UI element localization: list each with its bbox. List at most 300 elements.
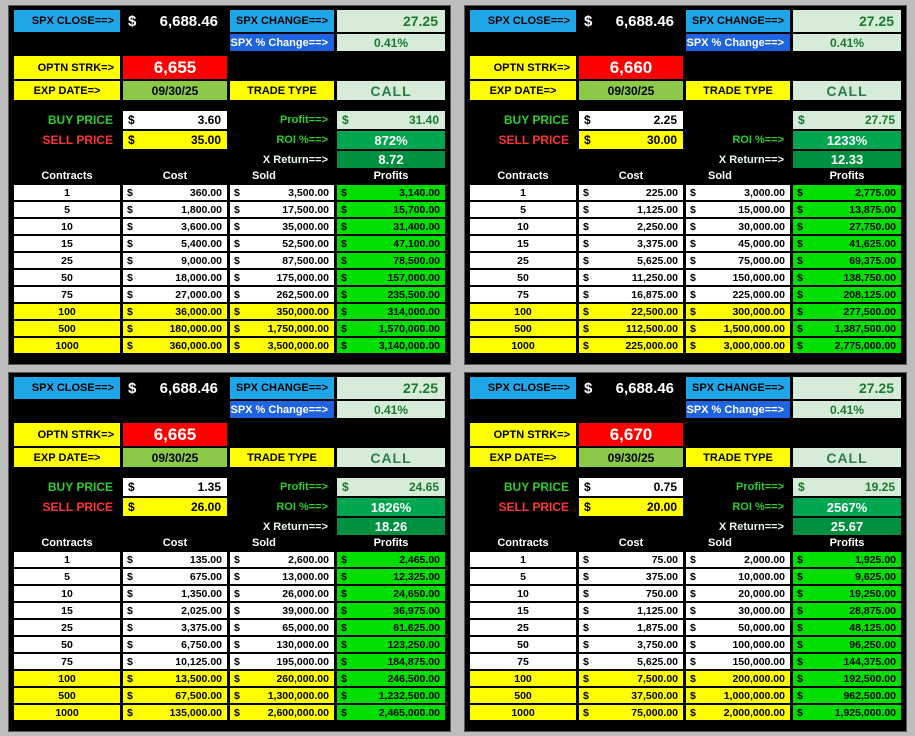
dollar-sign: $ bbox=[341, 689, 347, 702]
cost-cell bbox=[123, 688, 227, 703]
dollar-sign: $ bbox=[341, 570, 347, 583]
exp-date-label: EXP DATE=> bbox=[470, 81, 576, 100]
dollar-sign: $ bbox=[234, 305, 240, 318]
buy-price-row bbox=[470, 478, 901, 496]
sold-cell bbox=[686, 304, 790, 319]
sold-amount: 1,000,000.00 bbox=[723, 689, 785, 702]
profits-column-header: Profits bbox=[829, 537, 865, 549]
dollar-sign: $ bbox=[127, 672, 133, 685]
contracts-cell: 50 bbox=[470, 637, 576, 652]
cost-amount: 135.00 bbox=[189, 553, 222, 566]
sell-price-label: SELL PRICE bbox=[498, 500, 569, 514]
table-row bbox=[14, 586, 445, 601]
table-row bbox=[14, 202, 445, 217]
spacer-cell bbox=[470, 518, 576, 535]
cost-cell bbox=[579, 705, 683, 720]
contracts-cell: 500 bbox=[14, 321, 120, 336]
cost-amount: 22,500.00 bbox=[631, 305, 678, 318]
spacer-cell bbox=[579, 34, 683, 51]
exp-date-value[interactable]: 09/30/25 bbox=[579, 81, 683, 100]
contracts-column-header: Contracts bbox=[497, 537, 549, 549]
dollar-sign: $ bbox=[797, 305, 803, 318]
profit-amount: 123,250.00 bbox=[387, 638, 440, 651]
spx-pct-change-label: SPX % Change==> bbox=[686, 34, 790, 51]
profit-value bbox=[793, 111, 901, 129]
sold-cell bbox=[686, 321, 790, 336]
dollar-sign: $ bbox=[128, 133, 135, 147]
cost-amount: 360,000.00 bbox=[169, 339, 222, 352]
option-strike-label: OPTN STRK=> bbox=[470, 56, 576, 79]
trade-type-value[interactable]: CALL bbox=[337, 448, 445, 467]
profit-amount: 47,100.00 bbox=[393, 237, 440, 250]
profit-cell bbox=[337, 202, 445, 217]
sold-amount: 350,000.00 bbox=[276, 305, 329, 318]
dollar-sign: $ bbox=[798, 480, 805, 494]
cost-cell bbox=[579, 202, 683, 217]
sold-cell bbox=[230, 338, 334, 353]
profit-cell bbox=[793, 270, 901, 285]
contracts-cell: 50 bbox=[470, 270, 576, 285]
table-row bbox=[14, 637, 445, 652]
sell-price-row bbox=[14, 131, 445, 149]
buy-price-amount: 0.75 bbox=[653, 480, 677, 494]
contracts-cell: 500 bbox=[470, 688, 576, 703]
sell-price-label: SELL PRICE bbox=[498, 133, 569, 147]
sold-cell bbox=[230, 637, 334, 652]
sold-amount: 10,000.00 bbox=[738, 570, 785, 583]
dollar-sign: $ bbox=[127, 237, 133, 250]
profit-amount: 192,500.00 bbox=[843, 672, 896, 685]
profit-amount: 9,625.00 bbox=[855, 570, 896, 583]
sell-price-input[interactable] bbox=[123, 131, 227, 149]
buy-price-input[interactable] bbox=[579, 478, 683, 496]
spx-pct-change-row bbox=[14, 401, 445, 418]
buy-price-label: BUY PRICE bbox=[47, 480, 113, 494]
sold-amount: 15,000.00 bbox=[738, 203, 785, 216]
dollar-sign: $ bbox=[341, 672, 347, 685]
cost-cell bbox=[123, 321, 227, 336]
dollar-sign: $ bbox=[583, 305, 589, 318]
exp-date-value[interactable]: 09/30/25 bbox=[123, 81, 227, 100]
contracts-cell: 25 bbox=[14, 620, 120, 635]
cost-amount: 3,375.00 bbox=[181, 621, 222, 634]
profit-amount: 15,700.00 bbox=[393, 203, 440, 216]
contracts-cell: 25 bbox=[470, 620, 576, 635]
exp-date-row bbox=[470, 448, 901, 467]
contracts-table-body bbox=[14, 552, 445, 720]
contracts-cell: 5 bbox=[470, 202, 576, 217]
roi-label: ROI %==> bbox=[276, 134, 328, 146]
cost-amount: 27,000.00 bbox=[175, 288, 222, 301]
sell-price-input[interactable] bbox=[579, 498, 683, 516]
dollar-sign: $ bbox=[127, 203, 133, 216]
dollar-sign: $ bbox=[690, 186, 696, 199]
sold-amount: 20,000.00 bbox=[738, 587, 785, 600]
profit-amount: 208,125.00 bbox=[843, 288, 896, 301]
spacer-cell bbox=[123, 34, 227, 51]
cost-amount: 225.00 bbox=[645, 186, 678, 199]
spx-close-label: SPX CLOSE==> bbox=[14, 377, 120, 399]
table-row bbox=[470, 705, 901, 720]
table-row bbox=[14, 688, 445, 703]
contracts-cell: 1000 bbox=[14, 705, 120, 720]
table-row bbox=[470, 637, 901, 652]
profit-cell bbox=[337, 236, 445, 251]
sell-price-input[interactable] bbox=[579, 131, 683, 149]
sold-cell bbox=[686, 236, 790, 251]
dollar-sign: $ bbox=[690, 587, 696, 600]
exp-date-value[interactable]: 09/30/25 bbox=[123, 448, 227, 467]
option-strike-value[interactable]: 6,655 bbox=[123, 56, 227, 79]
profit-cell bbox=[337, 688, 445, 703]
dollar-sign: $ bbox=[583, 322, 589, 335]
sold-cell bbox=[686, 552, 790, 567]
dollar-sign: $ bbox=[127, 689, 133, 702]
dollar-sign: $ bbox=[341, 621, 347, 634]
profit-cell bbox=[793, 338, 901, 353]
dollar-sign: $ bbox=[690, 271, 696, 284]
dollar-sign: $ bbox=[341, 322, 347, 335]
contracts-cell: 100 bbox=[470, 671, 576, 686]
buy-price-amount: 2.25 bbox=[653, 113, 677, 127]
contracts-cell: 100 bbox=[14, 671, 120, 686]
dollar-sign: $ bbox=[583, 288, 589, 301]
dollar-sign: $ bbox=[797, 621, 803, 634]
spacer-cell bbox=[470, 401, 576, 418]
dollar-sign: $ bbox=[583, 570, 589, 583]
sold-cell bbox=[686, 620, 790, 635]
cost-amount: 13,500.00 bbox=[175, 672, 222, 685]
sold-cell bbox=[230, 321, 334, 336]
dollar-sign: $ bbox=[690, 621, 696, 634]
dollar-sign: $ bbox=[797, 254, 803, 267]
cost-amount: 37,500.00 bbox=[631, 689, 678, 702]
profit-cell bbox=[793, 304, 901, 319]
spacer-cell bbox=[579, 518, 683, 535]
table-row bbox=[470, 688, 901, 703]
dollar-sign: $ bbox=[690, 638, 696, 651]
roi-value: 1233% bbox=[793, 131, 901, 149]
profit-value bbox=[337, 111, 445, 129]
cost-cell bbox=[579, 637, 683, 652]
dollar-sign: $ bbox=[341, 706, 347, 719]
dollar-sign: $ bbox=[127, 655, 133, 668]
roi-value: 872% bbox=[337, 131, 445, 149]
table-row bbox=[470, 569, 901, 584]
cost-cell bbox=[579, 338, 683, 353]
cost-amount: 5,400.00 bbox=[181, 237, 222, 250]
options-panel bbox=[464, 372, 907, 732]
profit-cell bbox=[793, 654, 901, 669]
table-row bbox=[470, 620, 901, 635]
profit-amount: 144,375.00 bbox=[843, 655, 896, 668]
trade-type-label: TRADE TYPE bbox=[686, 448, 790, 467]
contracts-column-header: Contracts bbox=[41, 170, 93, 182]
sold-amount: 52,500.00 bbox=[282, 237, 329, 250]
cost-amount: 1,875.00 bbox=[637, 621, 678, 634]
spacer-cell bbox=[14, 518, 120, 535]
cost-cell bbox=[123, 569, 227, 584]
spacer-cell bbox=[337, 56, 445, 79]
contracts-cell: 15 bbox=[470, 236, 576, 251]
contracts-cell: 75 bbox=[14, 287, 120, 302]
buy-price-input[interactable] bbox=[579, 111, 683, 129]
cost-amount: 9,000.00 bbox=[181, 254, 222, 267]
contracts-table-body bbox=[14, 185, 445, 353]
dollar-sign: $ bbox=[797, 186, 803, 199]
dollar-sign: $ bbox=[797, 655, 803, 668]
dollar-sign: $ bbox=[584, 500, 591, 514]
profit-amount: 24,650.00 bbox=[393, 587, 440, 600]
profit-cell bbox=[337, 287, 445, 302]
table-row bbox=[14, 287, 445, 302]
sold-amount: 30,000.00 bbox=[738, 220, 785, 233]
spx-close-value bbox=[579, 377, 683, 399]
table-row bbox=[470, 321, 901, 336]
cost-amount: 750.00 bbox=[645, 587, 678, 600]
dollar-sign: $ bbox=[234, 689, 240, 702]
dollar-sign: $ bbox=[128, 500, 135, 514]
sold-column-header: Sold bbox=[252, 170, 276, 182]
dollar-sign: $ bbox=[341, 655, 347, 668]
table-row bbox=[470, 654, 901, 669]
dollar-sign: $ bbox=[234, 220, 240, 233]
cost-cell bbox=[123, 654, 227, 669]
table-row bbox=[470, 338, 901, 353]
contracts-cell: 25 bbox=[14, 253, 120, 268]
profit-cell bbox=[793, 586, 901, 601]
profit-amount: 3,140.00 bbox=[399, 186, 440, 199]
dollar-sign: $ bbox=[234, 254, 240, 267]
sold-amount: 260,000.00 bbox=[276, 672, 329, 685]
dollar-sign: $ bbox=[127, 186, 133, 199]
profit-cell bbox=[337, 705, 445, 720]
contracts-cell: 100 bbox=[14, 304, 120, 319]
trade-type-value[interactable]: CALL bbox=[793, 448, 901, 467]
sold-cell bbox=[686, 253, 790, 268]
sell-price-amount: 26.00 bbox=[190, 500, 221, 514]
profit-label: Profit==> bbox=[736, 481, 784, 493]
trade-type-label: TRADE TYPE bbox=[230, 448, 334, 467]
exp-date-value[interactable]: 09/30/25 bbox=[579, 448, 683, 467]
profit-cell bbox=[337, 654, 445, 669]
dollar-sign: $ bbox=[234, 570, 240, 583]
dollar-sign: $ bbox=[127, 706, 133, 719]
sold-cell bbox=[686, 705, 790, 720]
spx-pct-change-value: 0.41% bbox=[793, 401, 901, 418]
x-return-label: X Return==> bbox=[718, 520, 784, 533]
spacer-cell bbox=[123, 151, 227, 168]
trade-type-value[interactable]: CALL bbox=[793, 81, 901, 100]
strike-row bbox=[470, 423, 901, 446]
table-row bbox=[14, 671, 445, 686]
contracts-cell: 15 bbox=[14, 603, 120, 618]
buy-price-input[interactable] bbox=[123, 111, 227, 129]
spacer-cell bbox=[686, 423, 790, 446]
dollar-sign: $ bbox=[583, 339, 589, 352]
spacer-cell bbox=[793, 423, 901, 446]
dollar-sign: $ bbox=[234, 655, 240, 668]
cost-cell bbox=[123, 603, 227, 618]
cost-cell bbox=[579, 586, 683, 601]
dollar-sign: $ bbox=[797, 271, 803, 284]
profit-amount: 28,875.00 bbox=[849, 604, 896, 617]
sell-price-input[interactable] bbox=[123, 498, 227, 516]
profit-amount: 27.75 bbox=[864, 113, 895, 127]
exp-date-row bbox=[470, 81, 901, 100]
profit-cell bbox=[337, 219, 445, 234]
dollar-sign: $ bbox=[797, 553, 803, 566]
cost-amount: 18,000.00 bbox=[175, 271, 222, 284]
sell-price-row bbox=[470, 498, 901, 516]
x-return-row bbox=[470, 151, 901, 168]
dollar-sign: $ bbox=[234, 604, 240, 617]
sold-amount: 26,000.00 bbox=[282, 587, 329, 600]
cost-column-header: Cost bbox=[618, 537, 644, 549]
profit-cell bbox=[337, 185, 445, 200]
sold-amount: 150,000.00 bbox=[732, 655, 785, 668]
profit-cell bbox=[793, 236, 901, 251]
option-strike-value[interactable]: 6,660 bbox=[579, 56, 683, 79]
spx-change-value: 27.25 bbox=[337, 10, 445, 32]
cost-cell bbox=[579, 219, 683, 234]
dollar-sign: $ bbox=[127, 271, 133, 284]
cost-cell bbox=[579, 671, 683, 686]
sold-cell bbox=[686, 185, 790, 200]
profit-amount: 78,500.00 bbox=[393, 254, 440, 267]
contracts-cell: 10 bbox=[470, 586, 576, 601]
dollar-sign: $ bbox=[797, 638, 803, 651]
sold-cell bbox=[686, 202, 790, 217]
sold-amount: 1,300,000.00 bbox=[267, 689, 329, 702]
spacer-cell bbox=[123, 518, 227, 535]
buy-price-amount: 3.60 bbox=[197, 113, 221, 127]
contracts-cell: 15 bbox=[14, 236, 120, 251]
sold-cell bbox=[230, 654, 334, 669]
dollar-sign: $ bbox=[690, 322, 696, 335]
spx-close-amount: 6,688.46 bbox=[159, 12, 218, 30]
dollar-sign: $ bbox=[128, 480, 135, 494]
profit-label: Profit==> bbox=[280, 114, 328, 126]
dollar-sign: $ bbox=[127, 587, 133, 600]
profit-amount: 27,750.00 bbox=[849, 220, 896, 233]
profit-amount: 246,500.00 bbox=[387, 672, 440, 685]
contracts-cell: 500 bbox=[470, 321, 576, 336]
dollar-sign: $ bbox=[690, 288, 696, 301]
options-panel bbox=[8, 372, 451, 732]
profit-value bbox=[793, 478, 901, 496]
table-row bbox=[470, 287, 901, 302]
spx-pct-change-label: SPX % Change==> bbox=[686, 401, 790, 418]
cost-cell bbox=[123, 620, 227, 635]
spacer-cell bbox=[14, 151, 120, 168]
cost-cell bbox=[579, 321, 683, 336]
roi-label: ROI %==> bbox=[732, 501, 784, 513]
cost-amount: 3,375.00 bbox=[637, 237, 678, 250]
profit-cell bbox=[337, 637, 445, 652]
profit-cell bbox=[793, 202, 901, 217]
dollar-sign: $ bbox=[797, 220, 803, 233]
sold-cell bbox=[686, 287, 790, 302]
trade-type-label: TRADE TYPE bbox=[230, 81, 334, 100]
trade-type-value[interactable]: CALL bbox=[337, 81, 445, 100]
contracts-cell: 5 bbox=[470, 569, 576, 584]
profit-amount: 48,125.00 bbox=[849, 621, 896, 634]
profit-amount: 36,975.00 bbox=[393, 604, 440, 617]
cost-cell bbox=[579, 552, 683, 567]
dollar-sign: $ bbox=[342, 113, 349, 127]
sell-price-row bbox=[470, 131, 901, 149]
spacer-cell bbox=[14, 401, 120, 418]
dollar-sign: $ bbox=[341, 271, 347, 284]
sold-cell bbox=[230, 688, 334, 703]
sold-column-header: Sold bbox=[708, 170, 732, 182]
spx-pct-change-value: 0.41% bbox=[793, 34, 901, 51]
profit-cell bbox=[337, 304, 445, 319]
spacer-cell bbox=[579, 401, 683, 418]
sold-cell bbox=[230, 304, 334, 319]
table-row bbox=[14, 304, 445, 319]
profit-amount: 13,875.00 bbox=[849, 203, 896, 216]
dollar-sign: $ bbox=[690, 706, 696, 719]
profit-amount: 3,140,000.00 bbox=[378, 339, 440, 352]
cost-amount: 225,000.00 bbox=[625, 339, 678, 352]
spx-close-row bbox=[470, 377, 901, 399]
sold-cell bbox=[686, 569, 790, 584]
dollar-sign: $ bbox=[341, 186, 347, 199]
dollar-sign: $ bbox=[127, 322, 133, 335]
profit-amount: 184,875.00 bbox=[387, 655, 440, 668]
spacer-cell bbox=[230, 423, 334, 446]
contracts-cell: 1000 bbox=[470, 338, 576, 353]
sold-amount: 3,500,000.00 bbox=[267, 339, 329, 352]
cost-cell bbox=[123, 202, 227, 217]
spacer-cell bbox=[470, 34, 576, 51]
sold-cell bbox=[686, 654, 790, 669]
cost-cell bbox=[579, 688, 683, 703]
contracts-cell: 500 bbox=[14, 688, 120, 703]
contracts-cell: 1000 bbox=[470, 705, 576, 720]
sold-cell bbox=[686, 637, 790, 652]
spx-close-label: SPX CLOSE==> bbox=[470, 377, 576, 399]
dollar-sign: $ bbox=[583, 638, 589, 651]
sold-amount: 175,000.00 bbox=[276, 271, 329, 284]
profit-amount: 19,250.00 bbox=[849, 587, 896, 600]
cost-cell bbox=[579, 253, 683, 268]
table-row bbox=[14, 705, 445, 720]
profit-amount: 2,465.00 bbox=[399, 553, 440, 566]
sold-amount: 39,000.00 bbox=[282, 604, 329, 617]
spx-change-value: 27.25 bbox=[793, 377, 901, 399]
profit-cell bbox=[337, 603, 445, 618]
profit-amount: 277,500.00 bbox=[843, 305, 896, 318]
option-strike-value[interactable]: 6,665 bbox=[123, 423, 227, 446]
buy-price-input[interactable] bbox=[123, 478, 227, 496]
exp-date-label: EXP DATE=> bbox=[14, 448, 120, 467]
cost-cell bbox=[123, 705, 227, 720]
table-row bbox=[14, 569, 445, 584]
dollar-sign: $ bbox=[234, 638, 240, 651]
dollar-sign: $ bbox=[690, 672, 696, 685]
spx-change-value: 27.25 bbox=[337, 377, 445, 399]
dollar-sign: $ bbox=[584, 133, 591, 147]
profit-amount: 41,625.00 bbox=[849, 237, 896, 250]
cost-cell bbox=[123, 304, 227, 319]
sold-amount: 35,000.00 bbox=[282, 220, 329, 233]
dollar-sign: $ bbox=[583, 254, 589, 267]
option-strike-value[interactable]: 6,670 bbox=[579, 423, 683, 446]
profit-cell bbox=[793, 253, 901, 268]
